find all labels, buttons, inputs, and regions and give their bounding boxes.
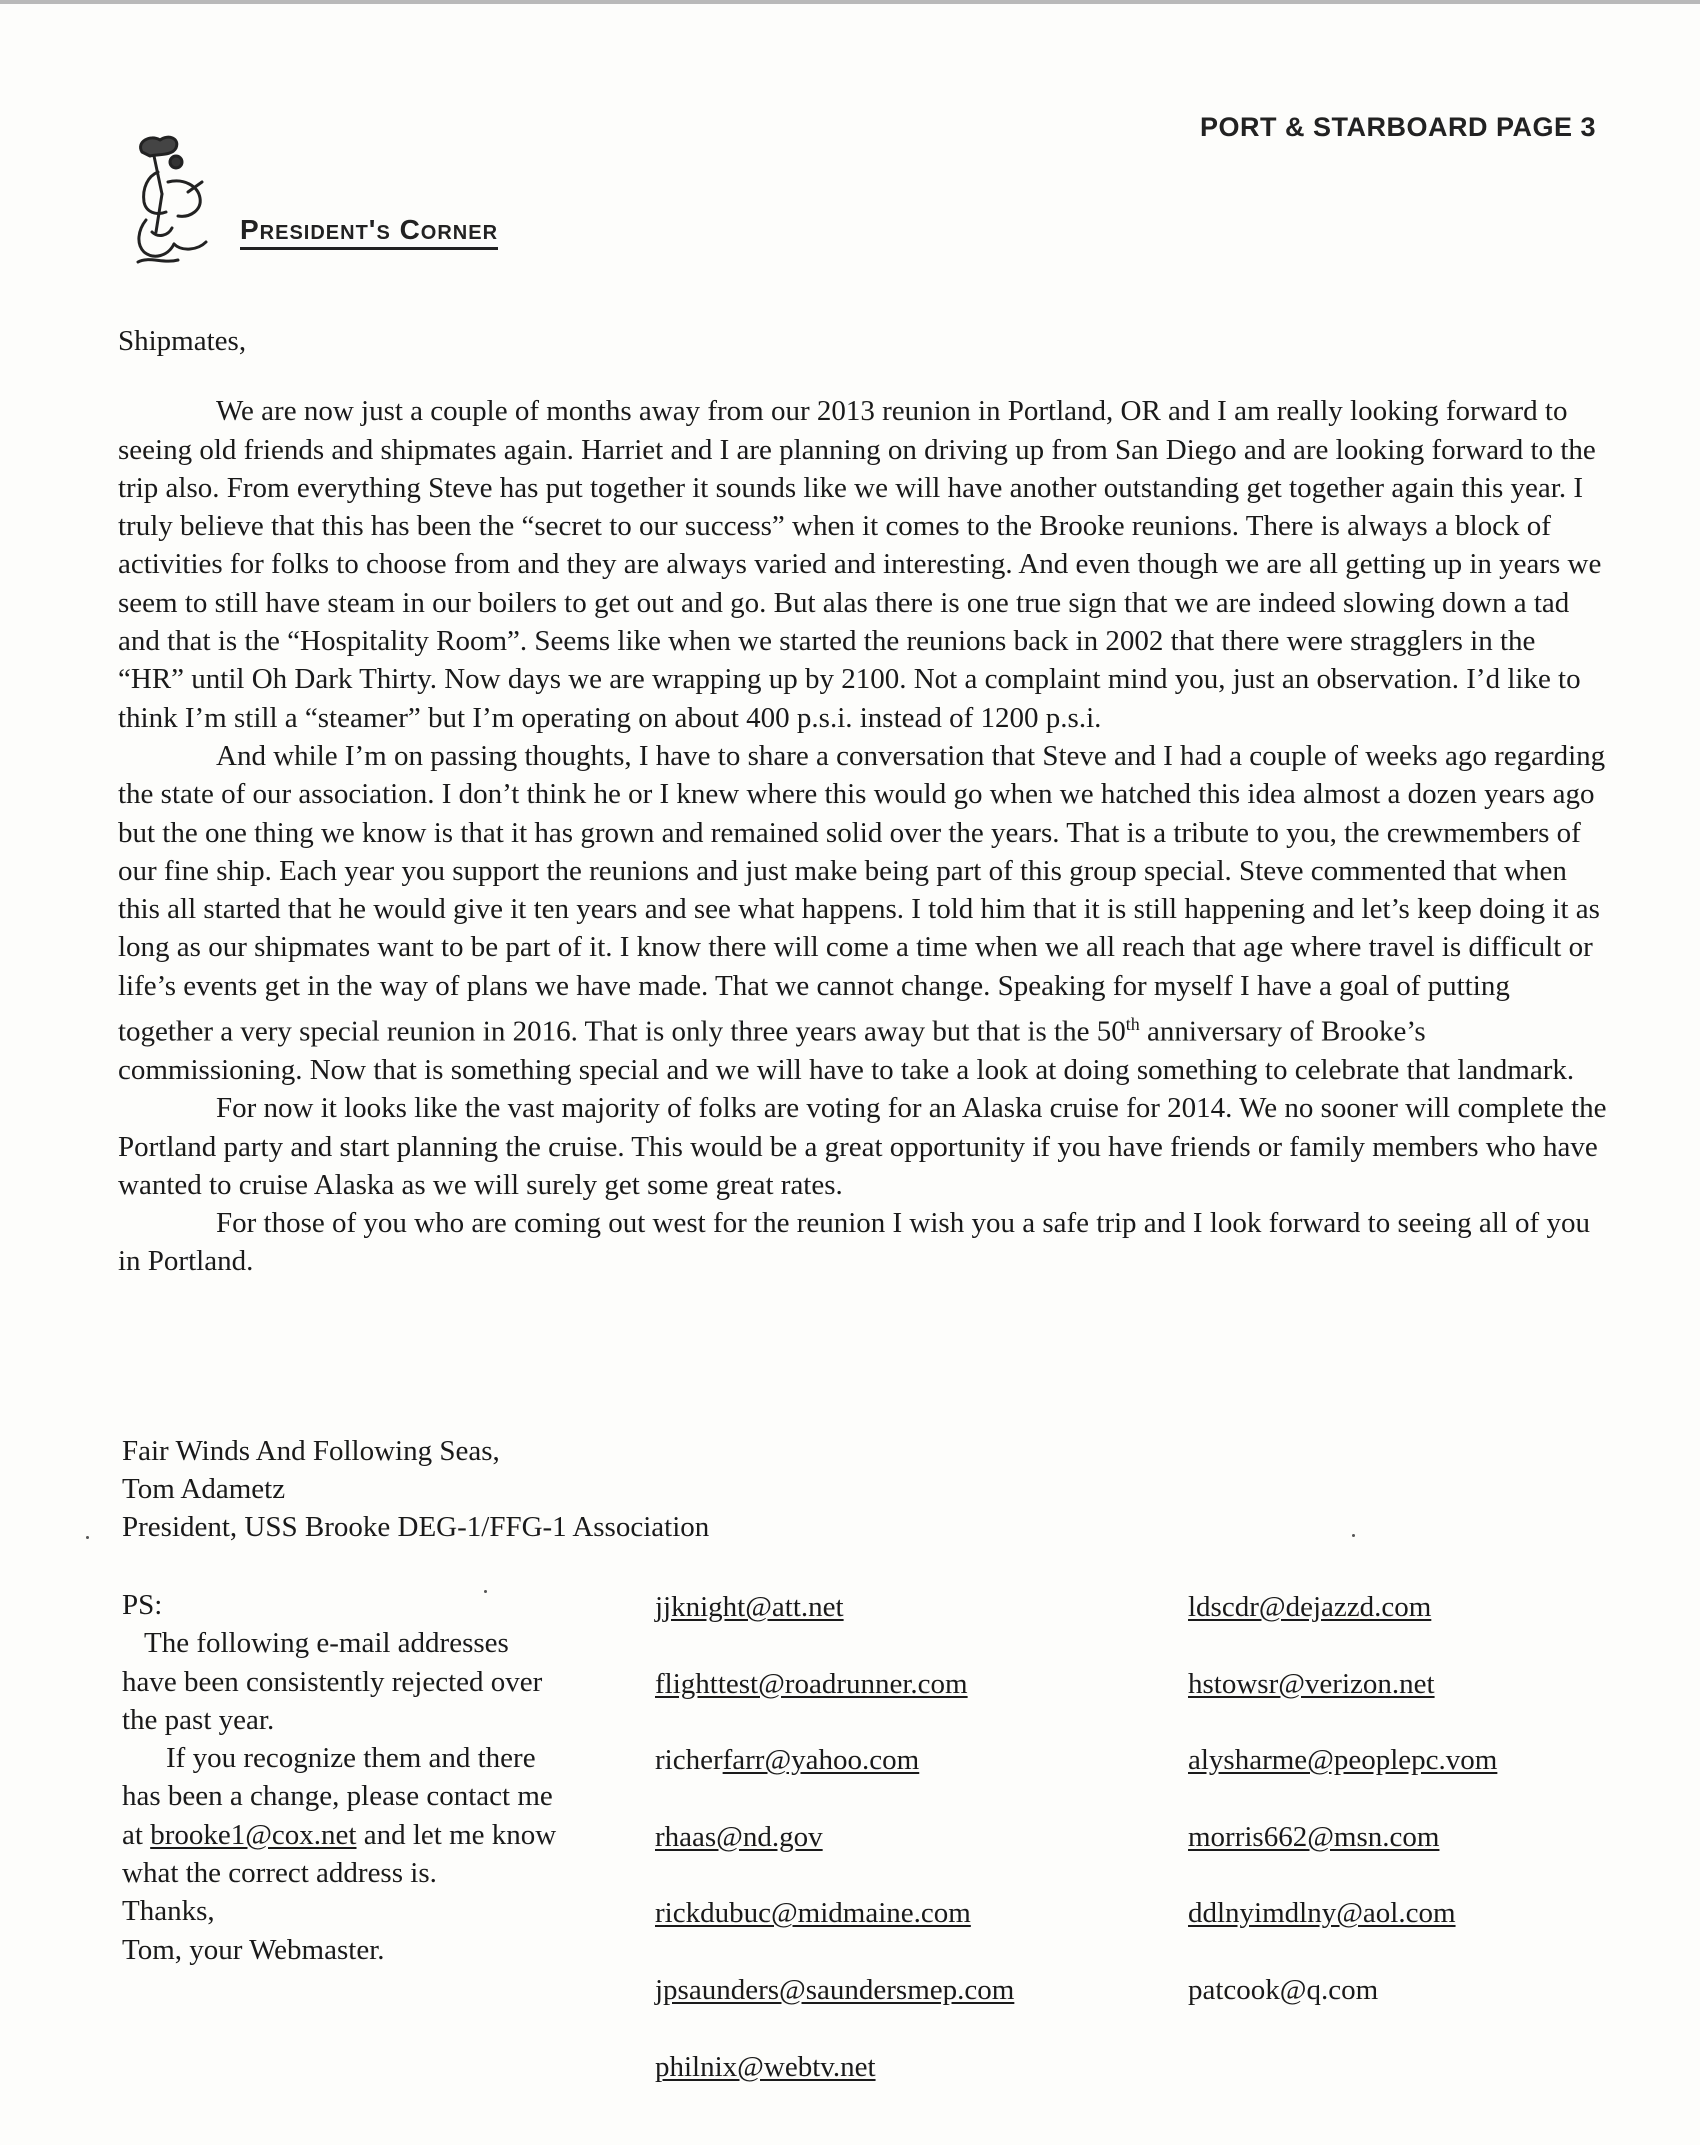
letter-paragraph: For now it looks like the vast majority of folks are voting for an Alaska cruise for 2014. We no sooner will complete the Portland party and start planning the cruise. This would be a great opportunity if you have friends or family members who have wanted to cruise Alaska as we will surely get some great rates.	[118, 1092, 1607, 1201]
top-rule	[0, 0, 1700, 4]
email-link[interactable]: flighttest@roadrunner.com	[655, 1667, 968, 1700]
email-text: patcook@q.com	[1188, 1973, 1379, 2006]
ps-text-part: and let me know what the correct address is.	[122, 1818, 557, 1890]
scan-speck	[1352, 1534, 1355, 1537]
superscript: th	[1125, 1014, 1140, 1035]
ps-note	[122, 1586, 562, 1969]
ps-text-part: If you recognize them and there has been a change, please contact me at	[122, 1742, 553, 1851]
ps-label: PS:	[122, 1589, 163, 1621]
ps-signoff: Tom, your Webmaster.	[122, 1933, 385, 1966]
email-link[interactable]: jjknight@att.net	[655, 1591, 844, 1623]
ps-thanks: Thanks,	[122, 1895, 215, 1928]
signer-name: Tom Adametz	[122, 1473, 286, 1505]
ps-text: The following e-mail addresses have been consistently rejected over the past year.	[122, 1627, 543, 1736]
email-link[interactable]: morris662@msn.com	[1188, 1820, 1440, 1853]
sailor-sitting-icon	[128, 132, 220, 268]
email-text: richer	[655, 1744, 723, 1777]
closing	[122, 1432, 1022, 1546]
page-header: PORT & STARBOARD PAGE 3	[1199, 112, 1596, 142]
letter-paragraph: We are now just a couple of months away from our 2013 reunion in Portland, OR and I am really looking forward to seeing old friends and shipmates again. Harriet and I are planning on driving up from San Diego and are looking forward to the trip also. From everything Steve has put together it sounds like we will have another outstanding get together again this year. I truly believe that this has been the “secret to our success” when it comes to the Brooke reunions. There is always a block of activities for folks to choose from and they are always varied and interesting. And even though we are all getting up in years we seem to still have steam in our boilers to get out and go. But alas there is one true sign that we are indeed slowing down a tad and that is the “Hospitality Room”. Seems like when we started the reunions back in 2002 that there were stragglers in the “HR” until Oh Dark Thirty. Now days we are wrapping up by 2100. Not a complaint mind you, just an observation. I’d like to think I’m still a “steamer” but I’m operating on about 400 p.s.i. instead of 1200 p.s.i.	[118, 395, 1602, 734]
contact-email-link[interactable]: brooke1@cox.net	[150, 1818, 357, 1851]
email-column-2	[1188, 1588, 1497, 2048]
salutation: Shipmates,	[118, 325, 247, 357]
email-link[interactable]: jpsaunders@saundersmep.com	[655, 1973, 1015, 2006]
ps-text	[122, 1739, 562, 1892]
paragraph-text: anniversary of Brooke’s commissioning. Now that is something special and we will have to take a look at doing something to celebrate that landmark.	[118, 1015, 1575, 1086]
email-link[interactable]: hstowsr@verizon.net	[1188, 1667, 1435, 1700]
email-column-1	[655, 1588, 1014, 2124]
letter-paragraph	[118, 737, 1608, 1089]
closing-line: Fair Winds And Following Seas,	[122, 1435, 500, 1467]
email-link[interactable]: rickdubuc@midmaine.com	[655, 1897, 971, 1930]
email-link[interactable]: philnix@webtv.net	[655, 2050, 876, 2083]
letter-body	[118, 322, 1608, 1281]
paragraph-text: And while I’m on passing thoughts, I have to share a conversation that Steve and I had a couple of weeks ago regarding the state of our association. I don’t think he or I knew where this would go when we hatched this idea almost a dozen years ago but the one thing we know is that it has grown and remained solid over the years. That is a tribute to you, the crewmembers of our fine ship. Each year you support the reunions and just make being part of this group special. Steve commented that when this all started that he would give it ten years and see what happens. I told him that it is still happening and let’s keep doing it as long as our shipmates want to be part of it. I know there will come a time when we all reach that age where travel is difficult or life’s events get in the way of plans we have made. That we cannot change. Speaking for myself I have a goal of putting together a very special reunion in 2016. That is only three years away but that is the 50	[118, 739, 1606, 1048]
letter-paragraph: For those of you who are coming out west for the reunion I wish you a safe trip and I look forward to seeing all of you in Portland.	[118, 1207, 1590, 1278]
signer-title: President, USS Brooke DEG-1/FFG-1 Association	[122, 1511, 710, 1543]
section-title: President's Corner	[240, 214, 498, 250]
email-link[interactable]: ldscdr@dejazzd.com	[1188, 1591, 1432, 1623]
email-link[interactable]: farr@yahoo.com	[722, 1744, 920, 1777]
scan-speck	[484, 1590, 487, 1593]
email-link[interactable]: alysharme@peoplepc.vom	[1188, 1744, 1498, 1777]
scan-speck	[86, 1536, 89, 1539]
email-link[interactable]: rhaas@nd.gov	[655, 1820, 823, 1853]
email-link[interactable]: ddlnyimdlny@aol.com	[1188, 1897, 1456, 1930]
